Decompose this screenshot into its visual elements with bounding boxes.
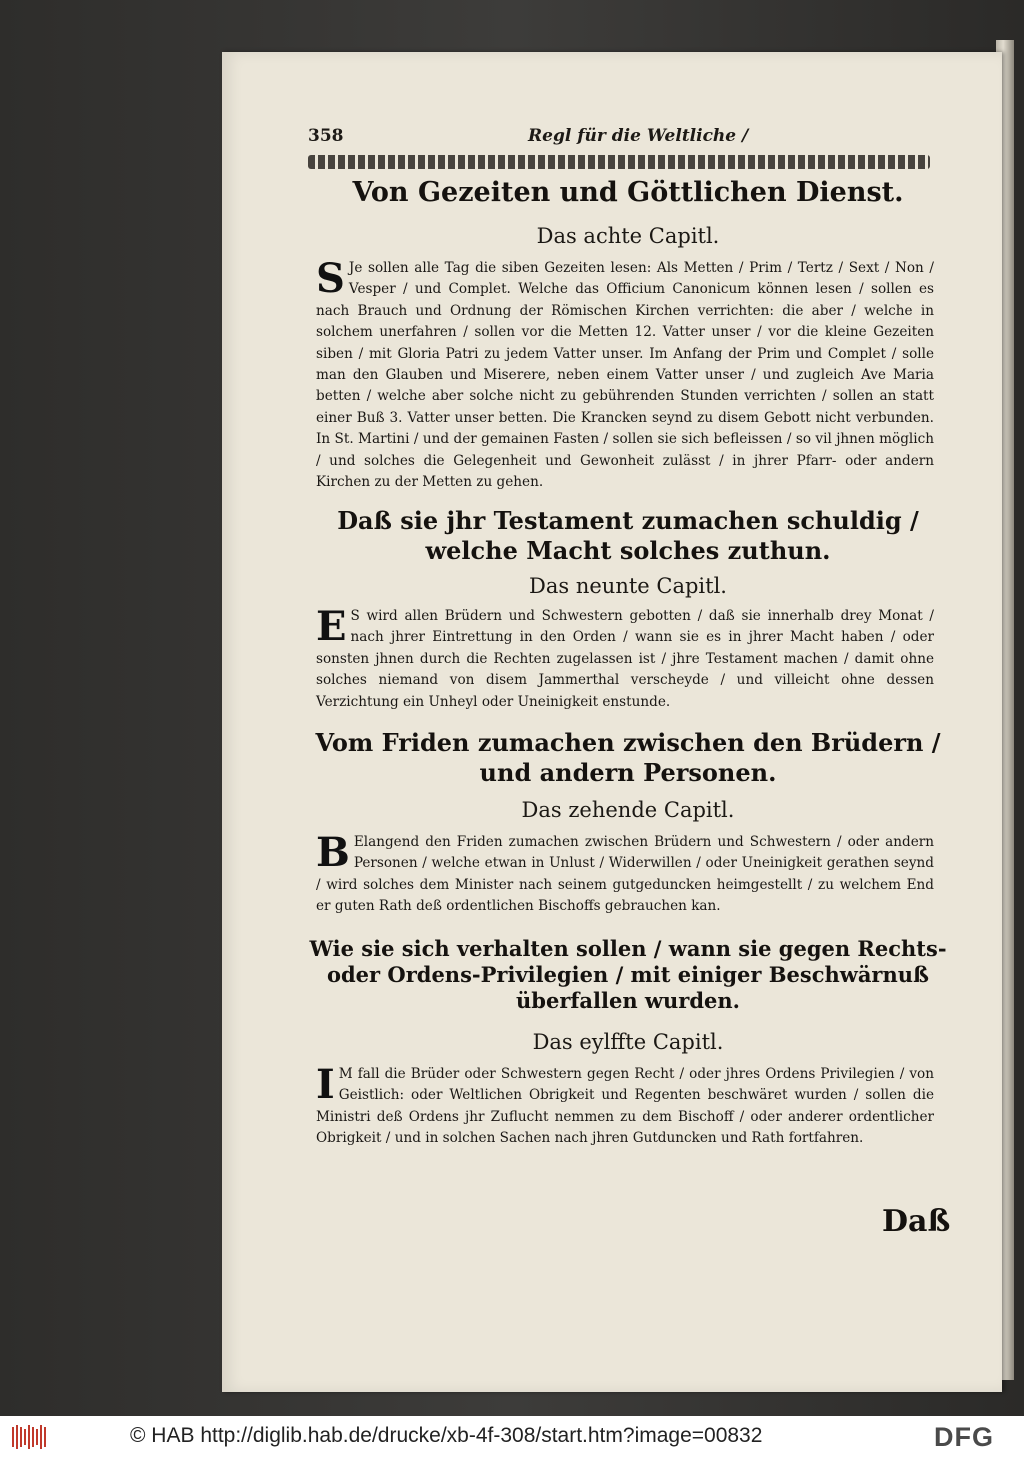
section-heading: Vom Friden zumachen zwischen den Brüdern / und andern Personen. [315, 728, 941, 787]
running-title: Regl für die Weltliche / [528, 126, 749, 146]
section-body [316, 603, 934, 713]
ornament-rule [308, 155, 930, 169]
hab-barcode-icon [12, 1425, 48, 1449]
citation-link[interactable]: © HAB http://diglib.hab.de/drucke/xb-4f-308/start.htm?image=00832 [130, 1424, 763, 1447]
catchword: Daß [882, 1204, 951, 1239]
drop-initial: E [316, 603, 347, 650]
drop-initial: I [316, 1061, 335, 1108]
chapter-title: Das zehende Capitl. [521, 798, 735, 822]
drop-initial: S [316, 255, 345, 302]
body-paragraph: S wird allen Brüdern und Schwestern gebotten / daß sie innerhalb drey Monat / nach jhrer Eintrettung in den Orden / wann sie es in jhrer Macht haben / oder sonsten jhnen durch die Rechten zugelassen ist / jhre Testament machen / damit ohne solches niemand von disem Jammerthal verscheyde / und villeicht ohne dessen Verzichtung ein Unheyl oder Uneinigkeit enstunde. [316, 608, 934, 710]
body-paragraph: Elangend den Friden zumachen zwischen Brüdern und Schwestern / oder andern Personen / welche etwan in Unlust / Widerwillen / oder Uneinigkeit gerathen seynd / wird solches dem Minister nach seinem gutgeduncken heimgestellt / zu welchem End er guten Rath deß ordentlichen Bischoffs gebrauchen kan. [316, 834, 934, 915]
section-body [316, 255, 934, 493]
body-paragraph: Je sollen alle Tag die siben Gezeiten lesen: Als Metten / Prim / Tertz / Sext / Non / Vesper / und Complet. Welche das Officium Canonicum können lesen / sollen es nach Brauch und Ordnung der Römischen Kirchen verrichten: die aber / welche in solchem unerfahren / sollen vor die Metten 12. Vatter unser / vor die kleine Gezeiten siben / mit Gloria Patri zu jedem Vatter unser. Im Anfang der Prim und Complet / solle man den Glauben und Miserere, neben einem Vatter unser / und zugleich Ave Maria betten / welche aber solche nicht zu gebührenden Stunden verrichten / sollen an statt einer Buß 3. Vatter unser betten. Die Krancken seynd zu disem Gebott nicht verbunden. In St. Martini / und der gemainen Fasten / sollen sie sich befleissen / so vil jhnen möglich / und solches die Gelegenheit und Gewonheit zulässt / in jhrer Pfarr- oder andern Kirchen zu der Metten zu gehen. [316, 260, 934, 491]
section-heading: Daß sie jhr Testament zumachen schuldig / welche Macht solches zuthun. [337, 506, 919, 565]
running-head [308, 126, 998, 152]
section-heading: Von Gezeiten und Göttlichen Dienst. [352, 177, 904, 208]
body-paragraph: M fall die Brüder oder Schwestern gegen Recht / oder jhres Ordens Privilegien / von Geistlich: oder Weltlichen Obrigkeit und Regenten beschwäret wurden / sollen die Ministri deß Ordens jhr Zuflucht nemmen zu dem Bischoff / oder anderer ordentlicher Obrigkeit / und in solchen Sachen nach jhren Gutduncken und Rath fortfahren. [316, 1066, 934, 1147]
chapter-title: Das eylffte Capitl. [532, 1030, 724, 1054]
chapter-title: Das neunte Capitl. [529, 574, 727, 598]
dfg-logo: DFG [934, 1422, 994, 1452]
section-body [316, 1061, 934, 1150]
book-page [222, 52, 1002, 1392]
chapter-title: Das achte Capitl. [536, 224, 720, 248]
section-heading: Wie sie sich verhalten sollen / wann sie gegen Rechts- oder Ordens-Privilegien / mit einiger Beschwärnuß überfallen wurden. [309, 936, 947, 1013]
footer-bar [0, 1416, 1024, 1458]
drop-initial: B [316, 829, 350, 876]
section-body [316, 829, 934, 918]
page-number: 358 [308, 126, 344, 146]
